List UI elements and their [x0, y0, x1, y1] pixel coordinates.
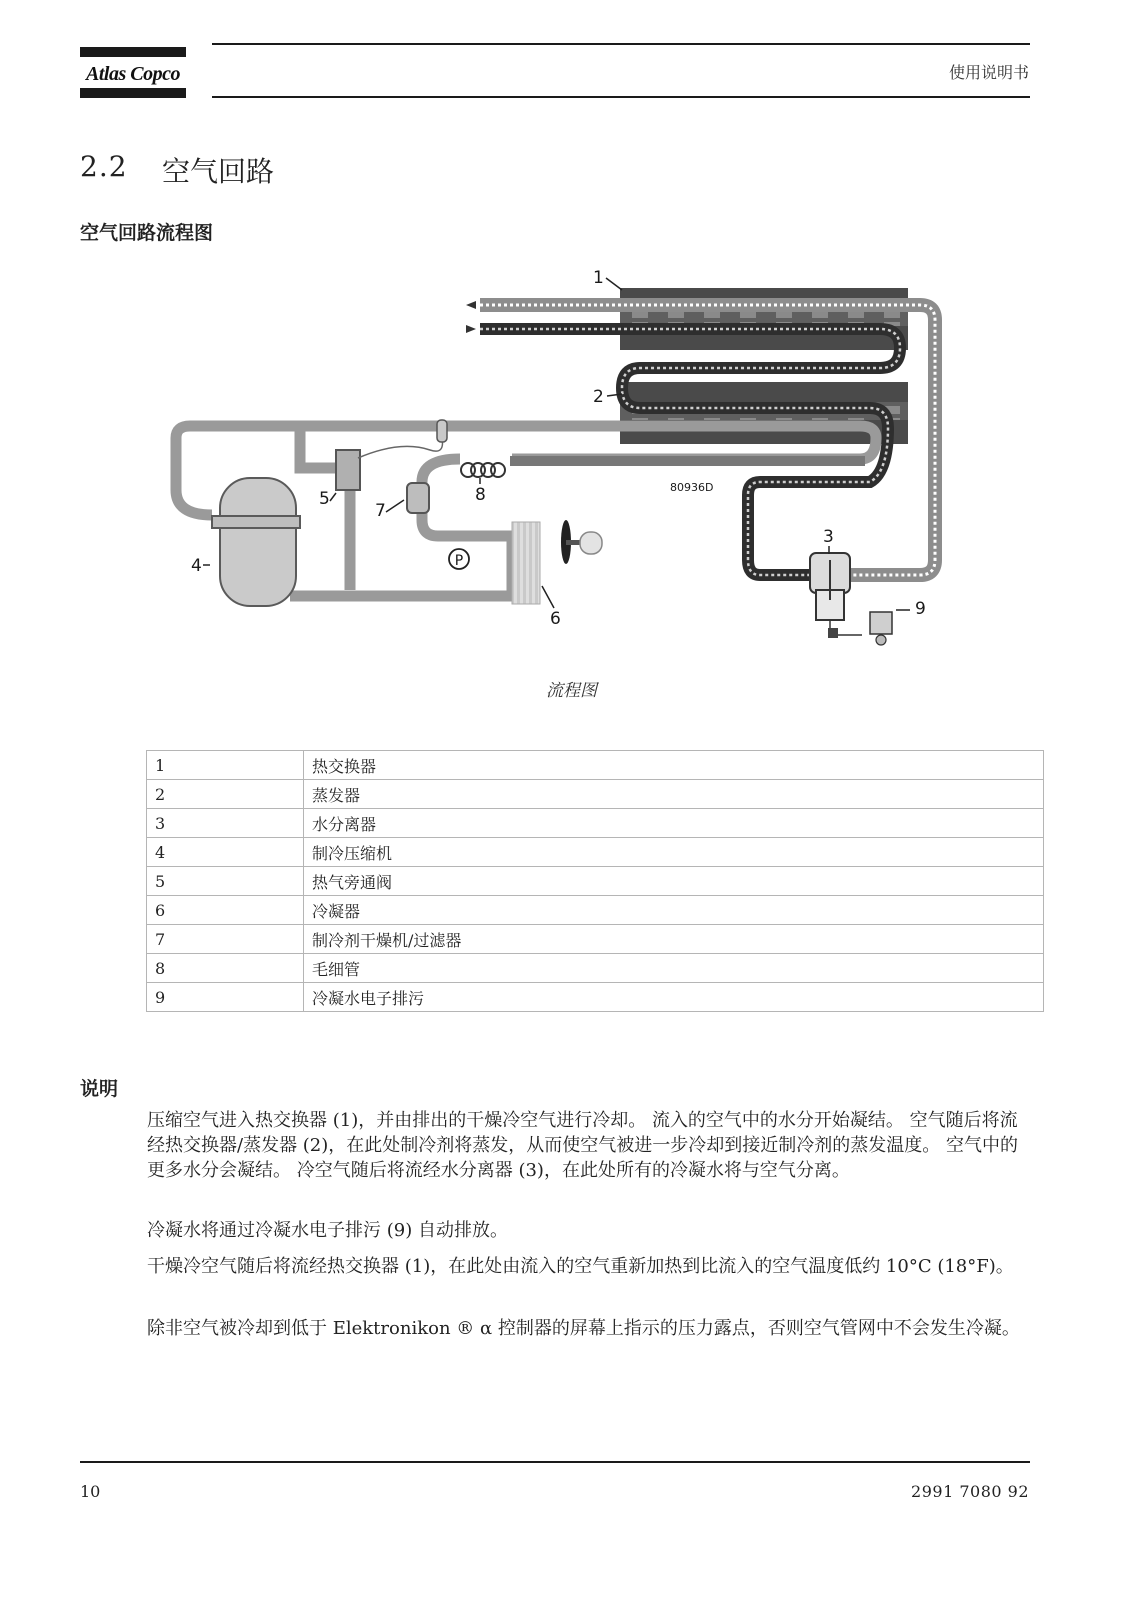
table-row	[147, 925, 1044, 954]
section-number: 2.2	[80, 150, 128, 183]
component-name: 冷凝水电子排污	[304, 983, 1044, 1012]
component-legend-table	[146, 750, 1044, 1012]
component-name: 蒸发器	[304, 780, 1044, 809]
component-number: 6	[147, 896, 304, 925]
callout-9: 9	[915, 599, 926, 619]
table-row	[147, 983, 1044, 1012]
description-heading: 说明	[80, 1078, 119, 1100]
component-number: 4	[147, 838, 304, 867]
component-name: 热交换器	[304, 751, 1044, 780]
condenser	[512, 522, 540, 604]
callout-6: 6	[550, 609, 561, 629]
table-row	[147, 867, 1044, 896]
header-rule-top	[212, 43, 1030, 45]
table-row	[147, 780, 1044, 809]
table-row	[147, 954, 1044, 983]
logo-bar-bottom	[80, 88, 186, 98]
air-circuit-flow-diagram	[160, 260, 960, 660]
description-paragraph-4: 除非空气被冷却到低于 Elektronikon ® α 控制器的屏幕上指示的压力露点，否则空气管网中不会发生冷凝。	[147, 1318, 1020, 1339]
component-name: 水分离器	[304, 809, 1044, 838]
callout-8: 8	[475, 485, 486, 505]
diagram-heading: 空气回路流程图	[80, 222, 214, 244]
callout-2: 2	[593, 387, 604, 407]
component-number: 1	[147, 751, 304, 780]
component-name: 热气旁通阀	[304, 867, 1044, 896]
callout-4: 4	[191, 556, 202, 576]
description-paragraph-2: 冷凝水将通过冷凝水电子排污 (9) 自动排放。	[147, 1220, 508, 1241]
table-row	[147, 809, 1044, 838]
component-name: 制冷压缩机	[304, 838, 1044, 867]
page-number: 10	[80, 1482, 101, 1501]
component-name: 冷凝器	[304, 896, 1044, 925]
description-paragraph-1: 压缩空气进入热交换器 (1)，并由排出的干燥冷空气进行冷却。 流入的空气中的水分开始凝结。 空气随后将流经热交换器/蒸发器 (2)，在此处制冷剂将蒸发，从而使空气被进一步冷却到接近制冷剂的蒸发温度。 空气中的更多水分会凝结。 冷空气随后将流经水分离器 (3)，在此处所有的冷凝水将与空气分离。	[147, 1110, 1018, 1181]
component-name: 毛细管	[304, 954, 1044, 983]
footer-rule	[80, 1461, 1030, 1463]
section-title: 空气回路	[162, 155, 275, 188]
callout-5: 5	[319, 489, 330, 509]
table-row	[147, 896, 1044, 925]
capillary-coil	[461, 463, 505, 477]
component-name: 制冷剂干燥机/过滤器	[304, 925, 1044, 954]
table-row	[147, 751, 1044, 780]
condenser-fan-icon	[561, 520, 602, 564]
table-row	[147, 838, 1044, 867]
document-number: 2991 7080 92	[911, 1482, 1029, 1501]
component-number: 2	[147, 780, 304, 809]
component-number: 5	[147, 867, 304, 896]
refrigerant-drier-filter	[407, 483, 429, 513]
heat-exchanger	[620, 288, 908, 350]
callout-7: 7	[375, 501, 386, 521]
figure-code: 80936D	[670, 481, 714, 494]
component-number: 8	[147, 954, 304, 983]
document-title: 使用说明书	[948, 63, 1029, 82]
logo-bar-top	[80, 47, 186, 57]
callout-1: 1	[593, 268, 604, 288]
component-number: 7	[147, 925, 304, 954]
description-paragraph-3: 干燥冷空气随后将流经热交换器 (1)，在此处由流入的空气重新加热到比流入的空气温度低约 10°C (18°F)。	[147, 1256, 1014, 1277]
refrigeration-compressor	[212, 478, 300, 606]
callout-3: 3	[823, 527, 834, 547]
svg-text:P: P	[454, 553, 464, 569]
water-separator	[810, 553, 850, 620]
diagram-caption: 流程图	[546, 681, 597, 701]
component-number: 9	[147, 983, 304, 1012]
atlas-copco-logo: Atlas Copco	[86, 63, 180, 85]
pressure-gauge-icon	[449, 549, 469, 569]
header-rule-bottom	[212, 96, 1030, 98]
component-number: 3	[147, 809, 304, 838]
